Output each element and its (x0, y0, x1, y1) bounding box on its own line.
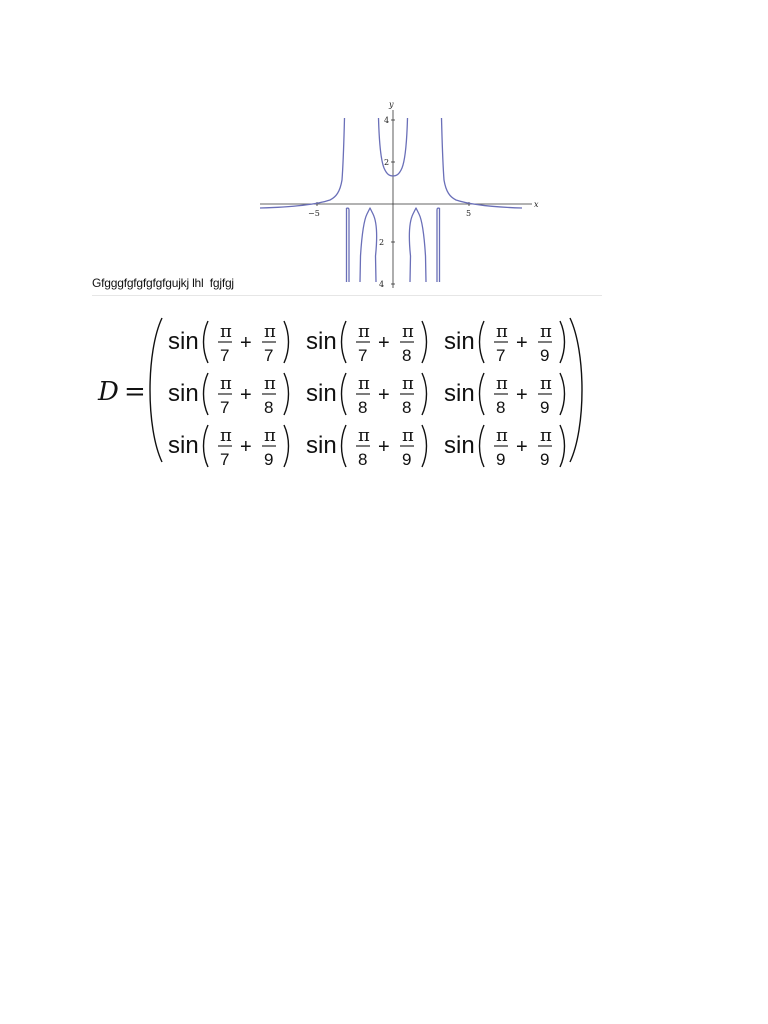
cell-r3c3-den2: 9 (540, 450, 550, 468)
cell-r2c3-num2: π (540, 373, 552, 394)
cell-r3c1-plus: + (240, 436, 252, 458)
cell-r3c3-open-paren (480, 425, 485, 467)
cell-r1c2-close-paren (422, 321, 427, 363)
matrix-equation (96, 312, 596, 468)
cell-r1c1-open-paren (204, 321, 209, 363)
y-tick-label-neg4: 4 (379, 280, 385, 288)
cell-r1c2-num2: π (402, 321, 414, 342)
function-plot (256, 96, 544, 288)
cell-r1c2-den1: 7 (358, 346, 368, 365)
cell-r1c3-num2: π (540, 321, 552, 342)
cell-r1c1-num2: π (264, 321, 276, 342)
cell-r3c3-plus: + (516, 436, 528, 458)
cell-r1c1-den1: 7 (220, 346, 230, 365)
cell-r2c3-plus: + (516, 384, 528, 406)
cell-r2c3-open-paren (480, 373, 485, 415)
cell-r1c2-plus: + (378, 332, 390, 354)
cell-r3c2-func: sin (306, 432, 337, 459)
curve-left-tail (260, 118, 345, 208)
cell-r2c2-den1: 8 (358, 398, 368, 417)
cell-r1c2-num1: π (358, 321, 370, 342)
cell-r3c1-open-paren (204, 425, 209, 467)
cell-r2c2-den2: 8 (402, 398, 412, 417)
cell-r3c1-den2: 9 (264, 450, 274, 468)
cell-r1c3-close-paren (560, 321, 565, 363)
cell-r2c3-close-paren (560, 373, 565, 415)
curve-right-lower (437, 208, 440, 282)
cell-r1c3-open-paren (480, 321, 485, 363)
curve-right-inner-lower (409, 208, 426, 282)
y-axis-label: y (389, 100, 394, 109)
divider (92, 295, 602, 296)
cell-r2c3-den1: 8 (496, 398, 506, 417)
cell-r2c1-num2: π (264, 373, 276, 394)
cell-r3c2-open-paren (342, 425, 347, 467)
cell-r2c1-num1: π (220, 373, 232, 394)
cell-r1c2-den2: 8 (402, 346, 412, 365)
cell-r3c2-num2: π (402, 425, 414, 446)
curve-right-tail (442, 118, 523, 208)
matrix-cells (168, 321, 565, 468)
cell-r2c2-num2: π (402, 373, 414, 394)
y-tick-label-2: 2 (384, 158, 390, 167)
cell-r2c3-func: sin (444, 380, 475, 407)
cell-r2c2-plus: + (378, 384, 390, 406)
cell-r3c2-plus: + (378, 436, 390, 458)
cell-r3c3-den1: 9 (496, 450, 506, 468)
left-bracket (150, 318, 162, 462)
cell-r1c2-open-paren (342, 321, 347, 363)
cell-r2c3-num1: π (496, 373, 508, 394)
cell-r3c2-den1: 8 (358, 450, 368, 468)
curve-left-inner-lower (360, 208, 377, 282)
cell-r1c1-func: sin (168, 328, 199, 355)
cell-r2c1-den1: 7 (220, 398, 230, 417)
cell-r3c3-func: sin (444, 432, 475, 459)
cell-r3c1-num2: π (264, 425, 276, 446)
cell-r3c1-close-paren (284, 425, 289, 467)
cell-r3c2-close-paren (422, 425, 427, 467)
cell-r3c1-func: sin (168, 432, 199, 459)
cell-r3c1-den1: 7 (220, 450, 230, 468)
cell-r2c1-den2: 8 (264, 398, 274, 417)
cell-r2c1-close-paren (284, 373, 289, 415)
cell-r1c3-func: sin (444, 328, 475, 355)
cell-r3c2-den2: 9 (402, 450, 412, 468)
x-tick-label-minus5: −5 (308, 209, 320, 218)
y-tick-label-4: 4 (384, 116, 390, 125)
cell-r1c1-close-paren (284, 321, 289, 363)
plot-labels (308, 100, 539, 288)
y-tick-label-neg2: 2 (379, 238, 385, 247)
cell-r2c1-open-paren (204, 373, 209, 415)
image-caption: Gfgggfgfgfgfgfgujkj lhl fgjfgj (92, 276, 234, 290)
matrix-lhs: D (98, 377, 119, 407)
cell-r3c2-num1: π (358, 425, 370, 446)
x-tick-label-5: 5 (466, 209, 472, 218)
cell-r2c2-open-paren (342, 373, 347, 415)
cell-r2c2-func: sin (306, 380, 337, 407)
x-axis-label: x (534, 200, 539, 209)
cell-r1c3-plus: + (516, 332, 528, 354)
cell-r2c2-num1: π (358, 373, 370, 394)
cell-r2c3-den2: 9 (540, 398, 550, 417)
cell-r3c1-num1: π (220, 425, 232, 446)
cell-r3c3-num1: π (496, 425, 508, 446)
cell-r1c3-den2: 9 (540, 346, 550, 365)
right-bracket (570, 318, 582, 462)
cell-r1c1-den2: 7 (264, 346, 274, 365)
cell-r1c3-num1: π (496, 321, 508, 342)
plot-curves (260, 118, 522, 282)
cell-r1c3-den1: 7 (496, 346, 506, 365)
cell-r3c3-close-paren (560, 425, 565, 467)
cell-r1c1-plus: + (240, 332, 252, 354)
cell-r2c2-close-paren (422, 373, 427, 415)
curve-left-lower (347, 208, 350, 282)
equals-sign: = (124, 377, 146, 407)
cell-r2c1-func: sin (168, 380, 199, 407)
cell-r2c1-plus: + (240, 384, 252, 406)
plot-axes (260, 110, 532, 288)
cell-r1c2-func: sin (306, 328, 337, 355)
cell-r3c3-num2: π (540, 425, 552, 446)
cell-r1c1-num1: π (220, 321, 232, 342)
